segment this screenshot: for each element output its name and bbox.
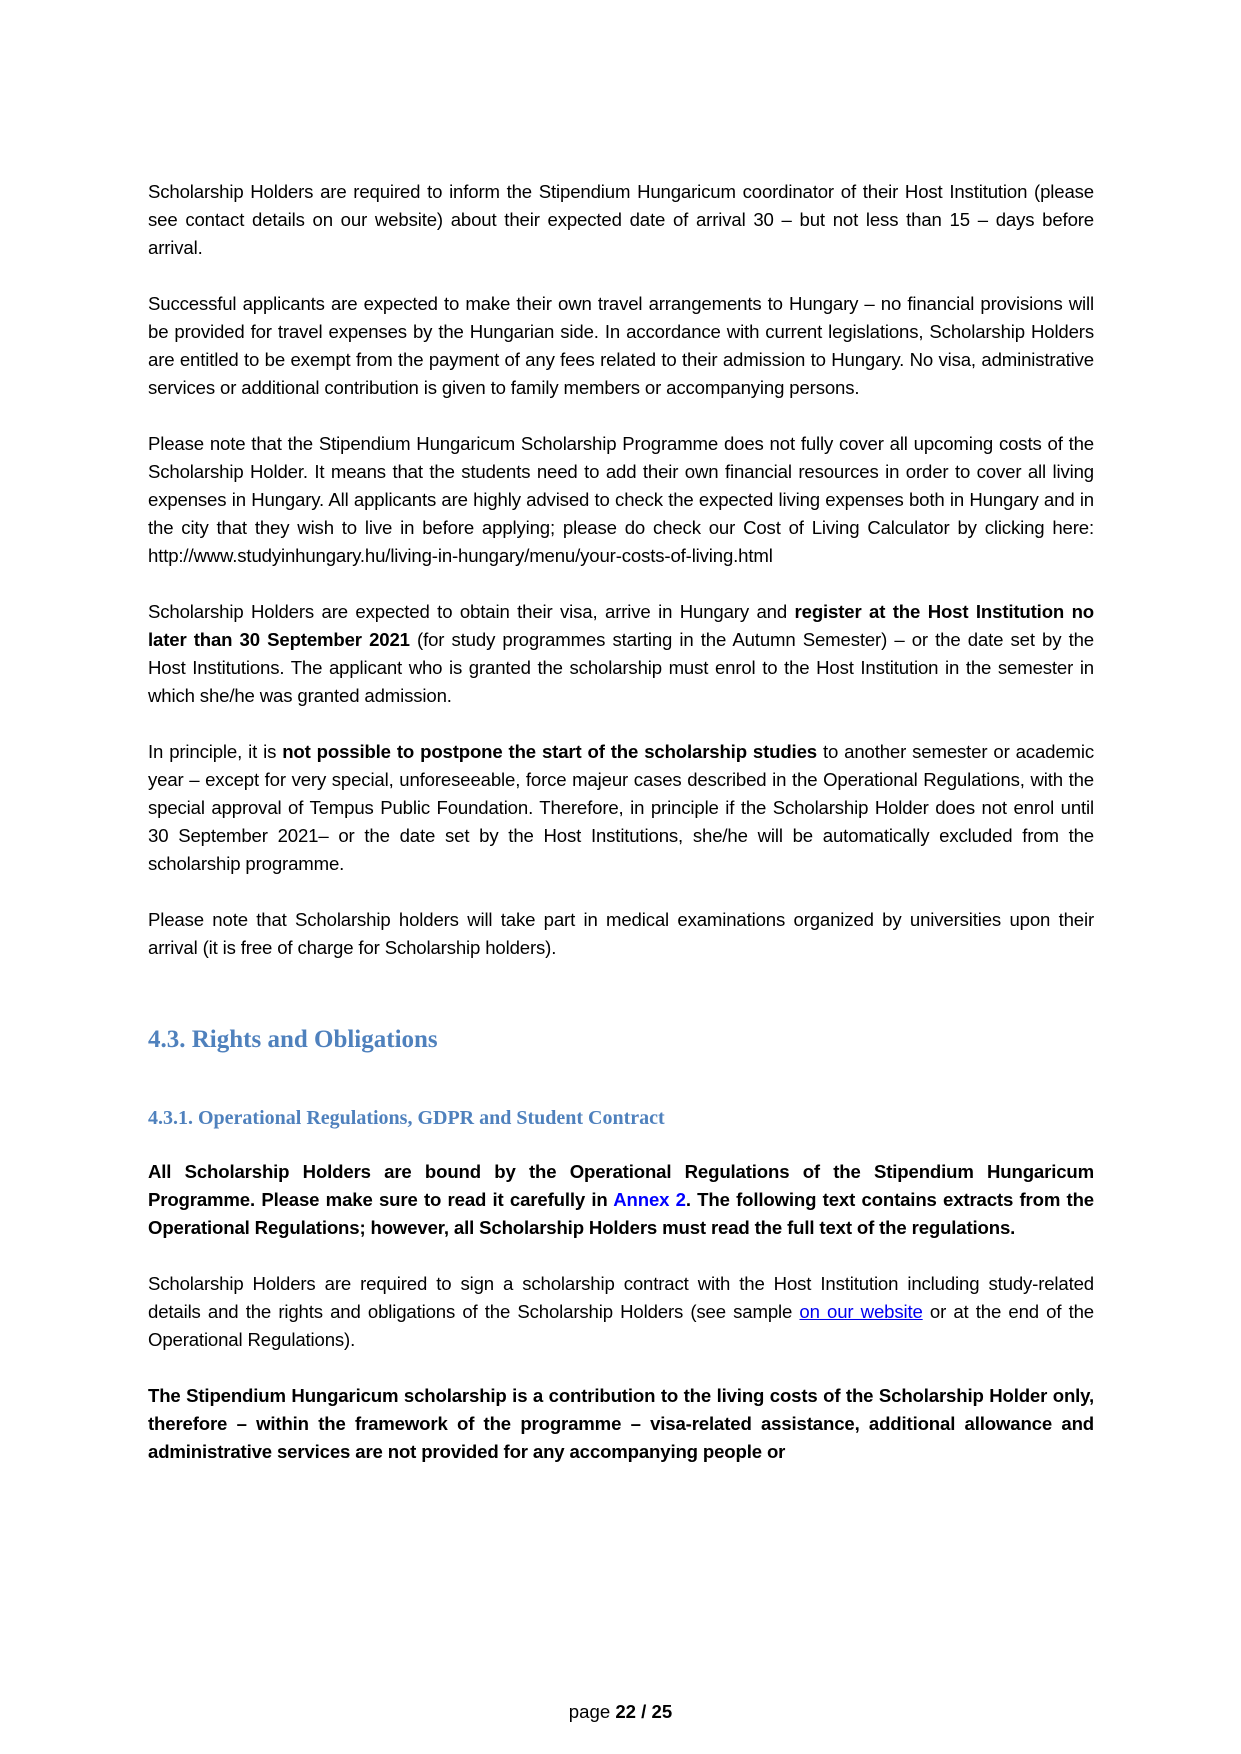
registration-text-before: Scholarship Holders are expected to obtain their visa, arrive in Hungary and [148,601,795,622]
paragraph-postponement [148,738,1094,878]
paragraph-registration-deadline [148,598,1094,710]
postponement-text-after: to another semester or academic year – except for very special, unforeseeable, force majeur cases described in the Operational Regulations, with the special approval of Tempus Public Foundation. Therefore, in principle if the Scholarship Holder does not enrol until 30 September 2021– or the date set by the Host Institutions, she/he will be automatically excluded from the scholarship programme. [148,741,1094,874]
annex-2-link[interactable]: Annex 2 [613,1189,686,1210]
total-page-count: 25 [651,1701,673,1722]
page-label: page [568,1701,616,1722]
paragraph-travel-arrangements: Successful applicants are expected to make their own travel arrangements to Hungary – no financial provisions will be provided for travel expenses by the Hungarian side. In accordance with current legislations, Scholarship Holders are entitled to be exempt from the payment of any fees related to their admission to Hungary. No visa, administrative services or additional contribution is given to family members or accompanying persons. [148,293,1094,398]
page-footer [0,1700,1241,1724]
paragraph-scholarship-contribution: The Stipendium Hungaricum scholarship is a contribution to the living costs of the Scholarship Holder only, therefore – within the framework of the programme – visa-related assistance, additional allowance and administrative services are not provided for any accompanying people or [148,1385,1094,1462]
paragraph-operational-regulations [148,1158,1094,1242]
subsection-heading-operational-regulations: 4.3.1. Operational Regulations, GDPR and Student Contract [148,1107,665,1129]
paragraph-medical-examinations: Please note that Scholarship holders will take part in medical examinations organized by universities upon their arrival (it is free of charge for Scholarship holders). [148,909,1094,958]
paragraph-scholarship-contract [148,1270,1094,1354]
postponement-text-before: In principle, it is [148,741,283,762]
contract-text-before: Scholarship Holders are required to sign a scholarship contract with the Host Institution including study-related details and the rights and obligations of the Scholarship Holders (see sample [148,1273,1094,1322]
page-separator: / [636,1701,652,1722]
page-content [148,178,1094,1494]
paragraph-arrival-notice: Scholarship Holders are required to inform the Stipendium Hungaricum coordinator of their Host Institution (please see contact details on our website) about their expected date of arrival 30 – but not less than 15 – days before arrival. [148,181,1094,258]
regulations-text-before: All Scholarship Holders are bound by the Operational Regulations of the Stipendium Hungaricum Programme. Please make sure to read it carefully in [148,1161,1094,1210]
on-our-website-link[interactable]: on our website [799,1301,923,1322]
current-page-number: 22 [615,1701,637,1722]
contract-text-after: or at the end of the Operational Regulations). [148,1301,1094,1350]
section-heading-rights-obligations: 4.3. Rights and Obligations [148,1026,438,1053]
regulations-text-after: . The following text contains extracts from the Operational Regulations; however, all Scholarship Holders must read the full text of the regulations. [148,1189,1094,1238]
registration-deadline-bold: register at the Host Institution no later than 30 September 2021 [148,601,1095,650]
postponement-bold: not possible to postpone the start of the scholarship studies [282,741,817,762]
paragraph-living-costs: Please note that the Stipendium Hungaricum Scholarship Programme does not fully cover all upcoming costs of the Scholarship Holder. It means that the students need to add their own financial resources in order to cover all living expenses in Hungary. All applicants are highly advised to check the expected living expenses both in Hungary and in the city that they wish to live in before applying; please do check our Cost of Living Calculator by clicking here: http://www.studyinhungary.hu/living-in-hungary/menu/your-costs-of-living.html [148,433,1094,566]
registration-text-after: (for study programmes starting in the Autumn Semester) – or the date set by the Host Institutions. The applicant who is granted the scholarship must enrol to the Host Institution in the semester in which she/he was granted admission. [148,629,1094,706]
